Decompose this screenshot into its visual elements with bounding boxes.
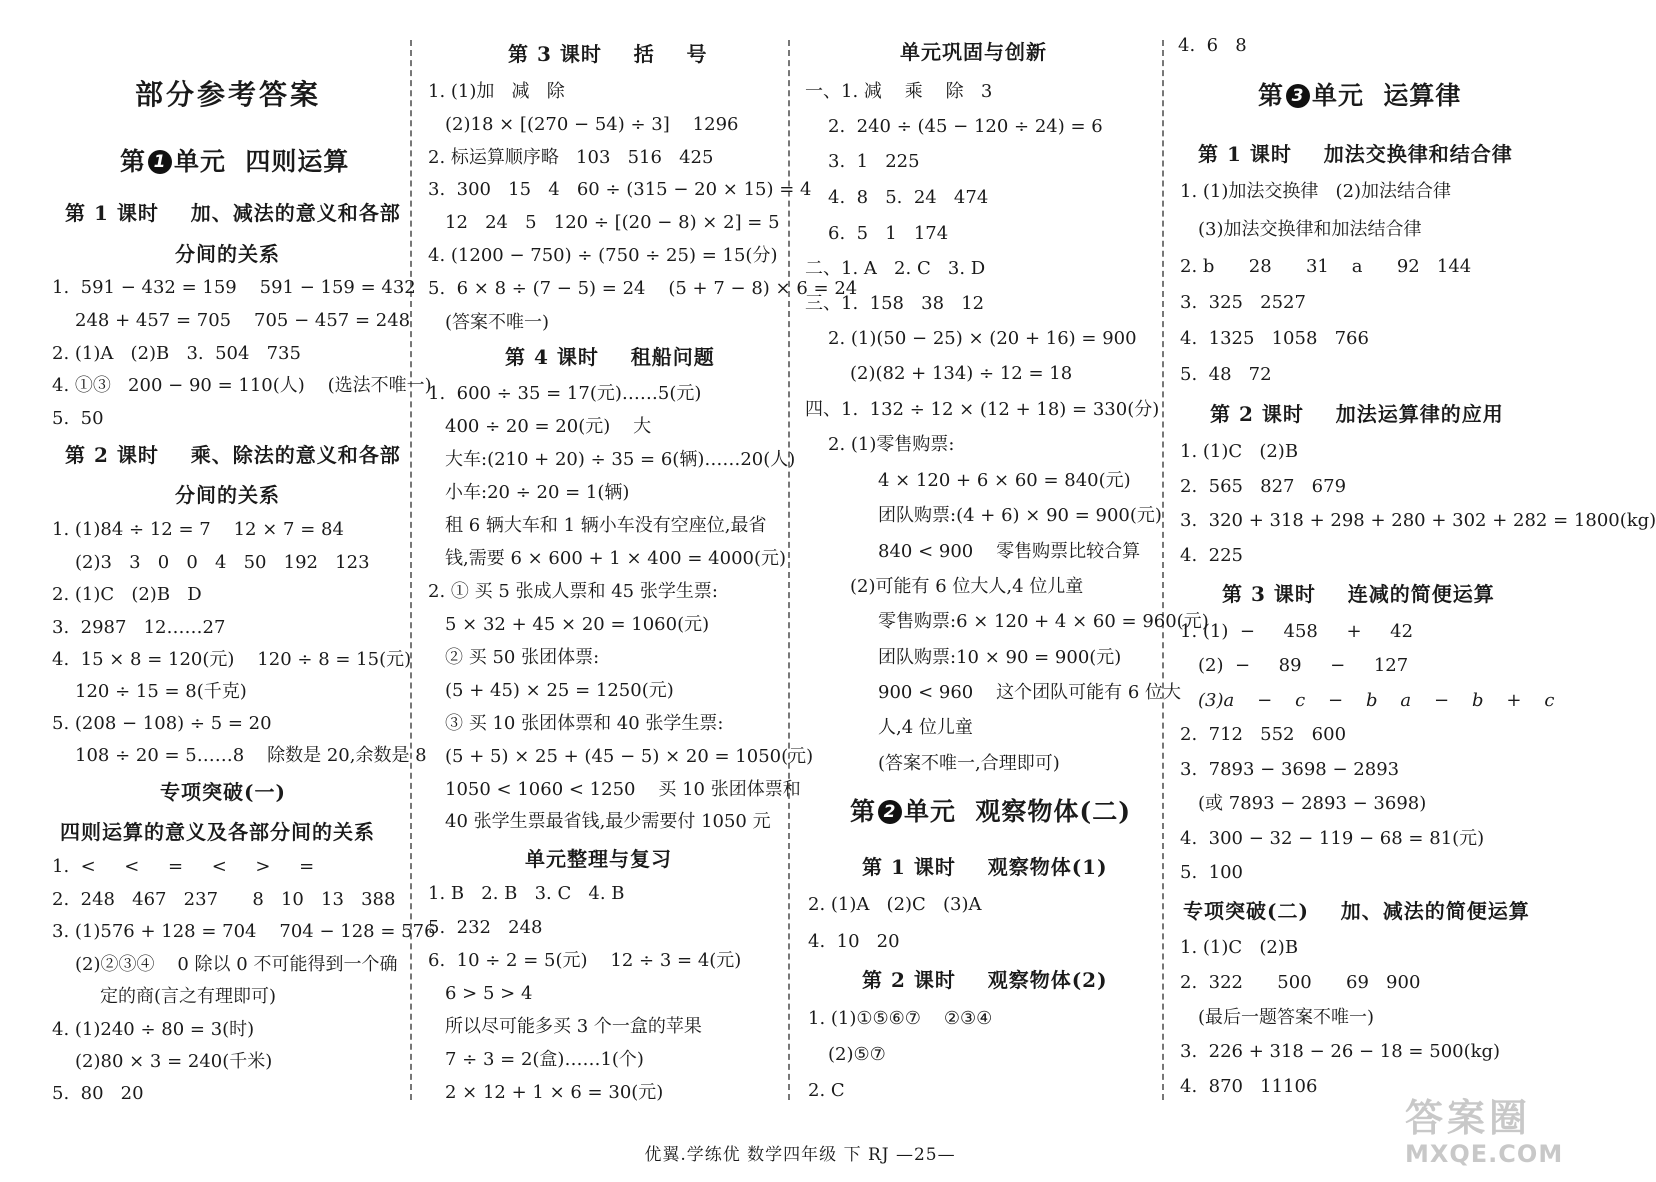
answer-line: 2 × 12 + 1 × 6 = 30(元) bbox=[445, 1082, 664, 1103]
answer-line: 1. 600 ÷ 35 = 17(元)……5(元) bbox=[428, 383, 702, 404]
answer-line: 2. (1)(50 − 25) × (20 + 16) = 900 bbox=[828, 328, 1137, 349]
answer-line: 2. 标运算顺序略 103 516 425 bbox=[428, 147, 714, 168]
answer-line: 团队购票:10 × 90 = 900(元) bbox=[878, 647, 1122, 668]
answer-line: 3. 7893 − 3698 − 2893 bbox=[1180, 759, 1400, 780]
answer-line: 租 6 辆大车和 1 辆小车没有空座位,最省 bbox=[445, 515, 767, 536]
answer-line: 5. (208 − 108) ÷ 5 = 20 bbox=[52, 713, 272, 734]
answer-line: 4. 225 bbox=[1180, 545, 1243, 566]
answer-line: 1. (1)①⑤⑥⑦ ②③④ bbox=[808, 1008, 993, 1029]
answer-line: 钱,需要 6 × 600 + 1 × 400 = 4000(元) bbox=[445, 548, 787, 569]
section-heading: 第 4 课时 租船问题 bbox=[505, 345, 715, 369]
unit-number-badge: 2 bbox=[878, 800, 902, 824]
answer-line: 248 + 457 = 705 705 − 457 = 248 bbox=[75, 310, 411, 331]
answer-line: ② 买 50 张团体票: bbox=[445, 647, 600, 668]
answer-line: 6 > 5 > 4 bbox=[445, 983, 533, 1004]
answer-line: (2)可能有 6 位大人,4 位儿童 bbox=[850, 576, 1084, 597]
answer-line: (2)18 × [(270 − 54) ÷ 3] 1296 bbox=[445, 114, 739, 135]
watermark-top: 答案圈 bbox=[1405, 1096, 1532, 1140]
answer-line: 5. 232 248 bbox=[428, 917, 543, 938]
section-heading: 单元整理与复习 bbox=[525, 847, 672, 871]
answer-line: 5. 80 20 bbox=[52, 1083, 144, 1104]
answer-line: 7 ÷ 3 = 2(盒)……1(个) bbox=[445, 1049, 644, 1070]
answer-line: 400 ÷ 20 = 20(元) 大 bbox=[445, 416, 652, 437]
answer-line: 1. < < = < > = bbox=[52, 856, 315, 877]
unit-heading bbox=[1258, 81, 1462, 110]
unit-title: 单元 运算律 bbox=[1312, 81, 1462, 110]
answer-line: 2. (1)A (2)C (3)A bbox=[808, 894, 982, 915]
answer-line: 4. 6 8 bbox=[1178, 35, 1247, 56]
answer-line: (5 + 5) × 25 + (45 − 5) × 20 = 1050(元) bbox=[445, 746, 814, 767]
answer-line: 2. 240 ÷ (45 − 120 ÷ 24) = 6 bbox=[828, 116, 1103, 137]
answer-line: (答案不唯一) bbox=[445, 312, 550, 333]
unit-heading bbox=[120, 147, 350, 176]
answer-line: (答案不唯一,合理即可) bbox=[878, 753, 1060, 774]
answer-line: 12 24 5 120 ÷ [(20 − 8) × 2] = 5 bbox=[445, 212, 780, 233]
answer-line: 2. 565 827 679 bbox=[1180, 476, 1347, 497]
answer-line: 3. 300 15 4 60 ÷ (315 − 20 × 15) = 4 bbox=[428, 179, 812, 200]
answer-line: (最后一题答案不唯一) bbox=[1198, 1007, 1375, 1028]
unit-title: 单元 观察物体(二) bbox=[904, 797, 1132, 826]
answer-line: 4. 300 − 32 − 119 − 68 = 81(元) bbox=[1180, 828, 1485, 849]
answer-line: 6. 10 ÷ 2 = 5(元) 12 ÷ 3 = 4(元) bbox=[428, 950, 742, 971]
section-heading: 第 2 课时 乘、除法的意义和各部 bbox=[65, 443, 401, 467]
answer-line: (2)⑤⑦ bbox=[828, 1044, 886, 1065]
answer-line: (5 + 45) × 25 = 1250(元) bbox=[445, 680, 674, 701]
page-footer: 优翼.学练优 数学四年级 下 RJ —25— bbox=[644, 1145, 956, 1165]
answer-line: 3. 1 225 bbox=[828, 151, 920, 172]
answer-line: 1. (1)C (2)B bbox=[1180, 937, 1299, 958]
answer-line: 840 < 900 零售购票比较合算 bbox=[878, 541, 1141, 562]
answer-line: 3. (1)576 + 128 = 704 704 − 128 = 576 bbox=[52, 921, 436, 942]
answer-line: 6. 5 1 174 bbox=[828, 223, 949, 244]
answer-line: 4 × 120 + 6 × 60 = 840(元) bbox=[878, 470, 1131, 491]
answer-line: 3. 2987 12……27 bbox=[52, 617, 226, 638]
section-heading: 专项突破(一) bbox=[160, 780, 286, 804]
answer-line: 4. (1)240 ÷ 80 = 3(时) bbox=[52, 1019, 255, 1040]
page-title: 部分参考答案 bbox=[135, 78, 322, 111]
section-heading: 第 2 课时 观察物体(2) bbox=[862, 968, 1108, 992]
answer-line: 5. 6 × 8 ÷ (7 − 5) = 24 (5 + 7 − 8) × 6 = 24 bbox=[428, 278, 858, 299]
unit-heading bbox=[850, 797, 1132, 826]
answer-line: ③ 买 10 张团体票和 40 张学生票: bbox=[445, 713, 724, 734]
answer-line: 2. 712 552 600 bbox=[1180, 724, 1347, 745]
answer-line: 5. 48 72 bbox=[1180, 364, 1272, 385]
answer-line: 4. ①③ 200 − 90 = 110(人) (选法不唯一) bbox=[52, 375, 432, 396]
answer-line: 5 × 32 + 45 × 20 = 1060(元) bbox=[445, 614, 710, 635]
answer-line: 定的商(言之有理即可) bbox=[100, 986, 277, 1007]
section-heading: 第 1 课时 观察物体(1) bbox=[862, 855, 1108, 879]
answer-line: 2. C bbox=[808, 1080, 845, 1101]
answer-line: (或 7893 − 2893 − 3698) bbox=[1198, 793, 1427, 814]
answer-line: 1. (1)加 减 除 bbox=[428, 81, 565, 102]
answer-line: 3. 226 + 318 − 26 − 18 = 500(kg) bbox=[1180, 1041, 1501, 1062]
answer-line: (2)②③④ 0 除以 0 不可能得到一个确 bbox=[75, 954, 398, 975]
answer-line: 2. (1)A (2)B 3. 504 735 bbox=[52, 343, 301, 364]
answer-line: 5. 50 bbox=[52, 408, 104, 429]
answer-line: (2) − 89 − 127 bbox=[1198, 655, 1409, 676]
answer-line: 4. 8 5. 24 474 bbox=[828, 187, 989, 208]
answer-line: 人,4 位儿童 bbox=[878, 717, 973, 738]
answer-line: (3)a − c − b a − b + c bbox=[1198, 690, 1555, 711]
answer-line: 4. 10 20 bbox=[808, 931, 900, 952]
watermark-bottom: MXQE.COM bbox=[1405, 1140, 1564, 1168]
unit-title: 单元 四则运算 bbox=[174, 147, 350, 176]
section-heading: 第 2 课时 加法运算律的应用 bbox=[1210, 402, 1504, 426]
answer-line: 所以尽可能多买 3 个一盒的苹果 bbox=[445, 1016, 702, 1037]
answer-line: 4. (1200 − 750) ÷ (750 ÷ 25) = 15(分) bbox=[428, 245, 778, 266]
unit-prefix: 第 bbox=[1258, 81, 1285, 110]
answer-line: 4. 1325 1058 766 bbox=[1180, 328, 1369, 349]
section-heading: 四则运算的意义及各部分间的关系 bbox=[60, 820, 375, 844]
answer-line: 3. 320 + 318 + 298 + 280 + 302 + 282 = 1800(kg) bbox=[1180, 510, 1656, 531]
answer-line: 大车:(210 + 20) ÷ 35 = 6(辆)……20(人) bbox=[445, 449, 796, 470]
answer-line: 零售购票:6 × 120 + 4 × 60 = 960(元) bbox=[878, 611, 1209, 632]
answer-line: 40 张学生票最省钱,最少需要付 1050 元 bbox=[445, 811, 771, 832]
section-heading: 第 1 课时 加、减法的意义和各部 bbox=[65, 201, 401, 225]
answer-line: 1. (1)加法交换律 (2)加法结合律 bbox=[1180, 181, 1452, 202]
column-divider bbox=[1162, 40, 1164, 1100]
answer-line: 2. ① 买 5 张成人票和 45 张学生票: bbox=[428, 581, 718, 602]
answer-line: (2)80 × 3 = 240(千米) bbox=[75, 1051, 273, 1072]
answer-line: 4. 870 11106 bbox=[1180, 1076, 1318, 1097]
answer-line: 四、1. 132 ÷ 12 × (12 + 18) = 330(分) bbox=[805, 399, 1160, 420]
unit-prefix: 第 bbox=[120, 147, 147, 176]
answer-line: 2. (1)零售购票: bbox=[828, 434, 955, 455]
answer-line: 2. (1)C (2)B D bbox=[52, 584, 202, 605]
answer-line: 三、1. 158 38 12 bbox=[805, 293, 985, 314]
unit-prefix: 第 bbox=[850, 797, 877, 826]
answer-line: 1. (1) − 458 + 42 bbox=[1180, 621, 1414, 642]
answer-line: 108 ÷ 20 = 5……8 除数是 20,余数是 8 bbox=[75, 745, 427, 766]
unit-number-badge: 1 bbox=[148, 150, 172, 174]
section-heading: 单元巩固与创新 bbox=[900, 40, 1047, 64]
answer-line: 小车:20 ÷ 20 = 1(辆) bbox=[445, 482, 630, 503]
answer-line: 1050 < 1060 < 1250 买 10 张团体票和 bbox=[445, 779, 801, 800]
answer-line: 3. 325 2527 bbox=[1180, 292, 1306, 313]
answer-line: 1. 591 − 432 = 159 591 − 159 = 432 bbox=[52, 277, 416, 298]
answer-line: 120 ÷ 15 = 8(千克) bbox=[75, 681, 247, 702]
answer-line: 2. b 28 31 a 92 144 bbox=[1180, 256, 1472, 277]
answer-line: 1. (1)C (2)B bbox=[1180, 441, 1299, 462]
answer-line: 团队购票:(4 + 6) × 90 = 900(元) bbox=[878, 505, 1162, 526]
unit-number-badge: 3 bbox=[1286, 84, 1310, 108]
answer-line: (2)3 3 0 0 4 50 192 123 bbox=[75, 552, 370, 573]
section-heading: 分间的关系 bbox=[175, 242, 280, 266]
section-heading: 分间的关系 bbox=[175, 483, 280, 507]
answer-line: 一、1. 减 乘 除 3 bbox=[805, 81, 993, 102]
answer-line: 1. (1)84 ÷ 12 = 7 12 × 7 = 84 bbox=[52, 519, 344, 540]
answer-line: 2. 322 500 69 900 bbox=[1180, 972, 1421, 993]
answer-line: 900 < 960 这个团队可能有 6 位大 bbox=[878, 682, 1182, 703]
answer-line: (2)(82 + 134) ÷ 12 = 18 bbox=[850, 363, 1073, 384]
answer-line: 4. 15 × 8 = 120(元) 120 ÷ 8 = 15(元) bbox=[52, 649, 412, 670]
answer-line: 1. B 2. B 3. C 4. B bbox=[428, 883, 625, 904]
section-heading: 第 1 课时 加法交换律和结合律 bbox=[1198, 142, 1513, 166]
answer-line: 5. 100 bbox=[1180, 862, 1243, 883]
answer-line: 二、1. A 2. C 3. D bbox=[805, 258, 986, 279]
watermark-logo bbox=[1405, 1096, 1590, 1176]
section-heading: 第 3 课时 括 号 bbox=[508, 42, 708, 66]
section-heading: 专项突破(二) 加、减法的简便运算 bbox=[1183, 899, 1530, 923]
answer-line: (3)加法交换律和加法结合律 bbox=[1198, 219, 1422, 240]
section-heading: 第 3 课时 连减的简便运算 bbox=[1222, 582, 1495, 606]
answer-line: 2. 248 467 237 8 10 13 388 bbox=[52, 889, 396, 910]
